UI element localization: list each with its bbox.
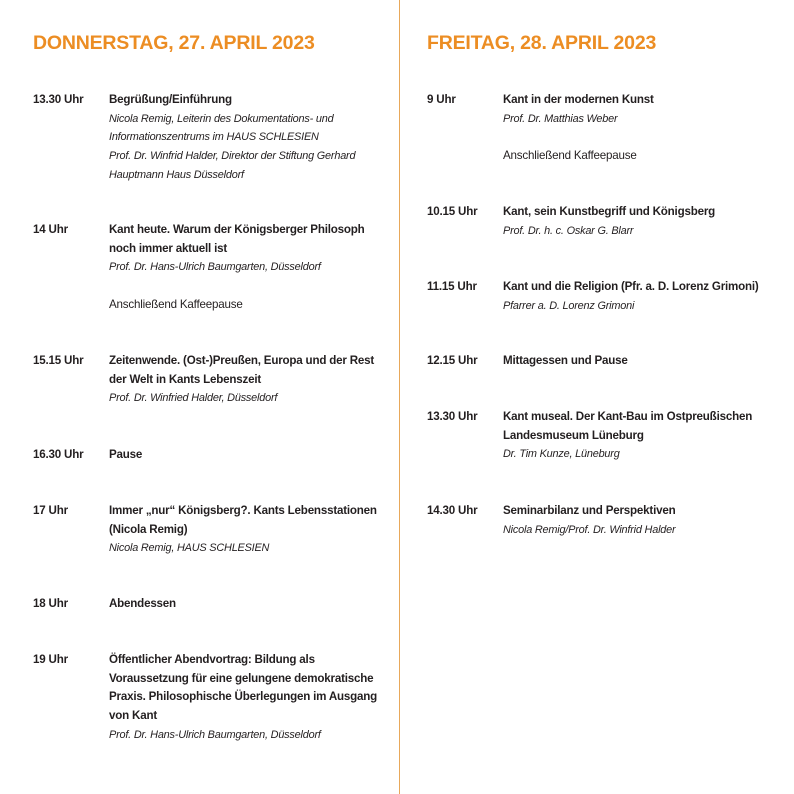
- entry-title: Praxis. Philosophische Überlegungen im Ausgang: [109, 690, 378, 704]
- entry-title: Voraussetzung für eine gelungene demokratische: [109, 671, 374, 685]
- entry-title: Abendessen: [109, 597, 176, 610]
- day-title: DONNERSTAG, 27. APRIL 2023: [33, 32, 315, 54]
- entry-content: [503, 203, 793, 240]
- entry-content: [503, 352, 793, 371]
- entry-title: Öffentlicher Abendvortrag: Bildung als: [109, 653, 315, 666]
- day-title: FREITAG, 28. APRIL 2023: [427, 32, 657, 54]
- spacer: [503, 128, 793, 147]
- entry-title: Kant in der modernen Kunst: [503, 93, 654, 106]
- entry-speaker: Hauptmann Haus Düsseldorf: [109, 168, 244, 181]
- entry-time: 10.15 Uhr: [427, 205, 478, 218]
- entry-content: [109, 91, 389, 185]
- entry-content: [503, 278, 793, 315]
- entry-time: 9 Uhr: [427, 93, 456, 106]
- entry-speaker: Prof. Dr. h. c. Oskar G. Blarr: [503, 224, 634, 237]
- entry-speaker: Nicola Remig/Prof. Dr. Winfrid Halder: [503, 523, 676, 536]
- entry-time: 14 Uhr: [33, 223, 68, 236]
- spacer: [109, 277, 389, 296]
- entry-time: 16.30 Uhr: [33, 448, 84, 461]
- entry-title: Seminarbilanz und Perspektiven: [503, 504, 676, 517]
- entry-title: Zeitenwende. (Ost-)Preußen, Europa und der Rest: [109, 354, 375, 367]
- entry-title: der Welt in Kants Lebenszeit: [109, 372, 262, 386]
- entry-content: [109, 651, 389, 745]
- entry-speaker: Informationszentrums im HAUS SCHLESIEN: [109, 131, 319, 144]
- entry-content: [109, 352, 389, 408]
- entry-speaker: Nicola Remig, HAUS SCHLESIEN: [109, 542, 270, 555]
- entry-speaker: Pfarrer a. D. Lorenz Grimoni: [503, 299, 635, 312]
- entry-title: Pause: [109, 448, 143, 461]
- entry-time: 19 Uhr: [33, 653, 68, 666]
- entry-time: 14.30 Uhr: [427, 504, 478, 517]
- column-divider: [399, 0, 400, 794]
- entry-time: 15.15 Uhr: [33, 354, 84, 367]
- entry-time: 13.30 Uhr: [33, 93, 84, 106]
- entry-speaker: Prof. Dr. Winfrid Halder, Direktor der Stiftung Gerhard: [109, 150, 356, 163]
- entry-content: [503, 91, 793, 166]
- entry-title: Begrüßung/Einführung: [109, 93, 232, 106]
- entry-speaker: Dr. Tim Kunze, Lüneburg: [503, 448, 620, 461]
- entry-note: Anschließend Kaffeepause: [503, 149, 637, 163]
- entry-time: 18 Uhr: [33, 597, 68, 610]
- entry-speaker: Prof. Dr. Hans-Ulrich Baumgarten, Düsseldorf: [109, 728, 321, 741]
- entry-time: 13.30 Uhr: [427, 410, 478, 423]
- entry-content: [109, 595, 389, 614]
- entry-title: Mittagessen und Pause: [503, 354, 628, 367]
- entry-title: (Nicola Remig): [109, 522, 188, 536]
- entry-title: Kant museal. Der Kant-Bau im Ostpreußischen: [503, 410, 753, 423]
- entry-speaker: Prof. Dr. Winfried Halder, Düsseldorf: [109, 392, 278, 405]
- entry-title: Immer „nur“ Königsberg?. Kants Lebensstationen: [109, 504, 377, 517]
- entry-title: von Kant: [109, 709, 157, 723]
- entry-time: 12.15 Uhr: [427, 354, 478, 367]
- entry-speaker: Prof. Dr. Hans-Ulrich Baumgarten, Düsseldorf: [109, 261, 321, 274]
- entry-note: Anschließend Kaffeepause: [109, 297, 243, 311]
- entry-content: [109, 446, 389, 465]
- entry-time: 17 Uhr: [33, 504, 68, 517]
- entry-content: [503, 502, 793, 539]
- entry-title: Landesmuseum Lüneburg: [503, 428, 644, 442]
- entry-title: Kant und die Religion (Pfr. a. D. Lorenz Grimoni): [503, 280, 759, 293]
- entry-title: noch immer aktuell ist: [109, 241, 228, 255]
- entry-speaker: Prof. Dr. Matthias Weber: [503, 112, 618, 125]
- entry-speaker: Nicola Remig, Leiterin des Dokumentations- und: [109, 112, 334, 125]
- entry-title: Kant, sein Kunstbegriff und Königsberg: [503, 205, 716, 218]
- entry-title: Kant heute. Warum der Königsberger Philosoph: [109, 223, 365, 236]
- entry-content: [109, 502, 389, 558]
- entry-content: [109, 221, 389, 315]
- entry-time: 11.15 Uhr: [427, 280, 477, 293]
- entry-content: [503, 408, 793, 464]
